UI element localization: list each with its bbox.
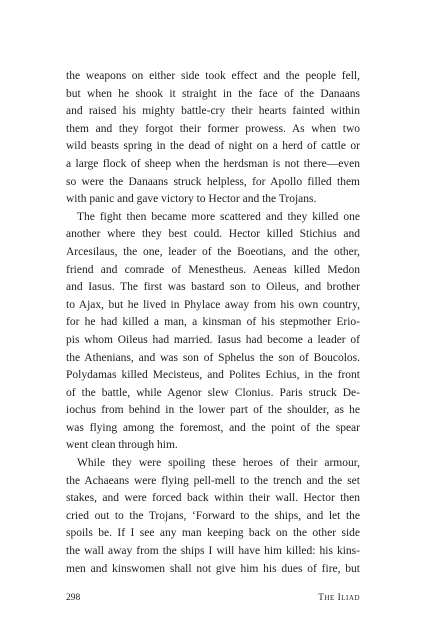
text-line: While they were spoiling these heroes of their armour, [77, 457, 360, 470]
paragraph [66, 68, 360, 209]
text-line: and raised his mighty battle-cry their hearts fainted within [66, 105, 360, 118]
text-line: wild beasts spring in the dead of night on a herd of cattle or [66, 140, 360, 153]
text-line: stakes, and were forced back within their wall. Hector then [66, 492, 360, 505]
text-line: The fight then became more scattered and they killed one [77, 210, 360, 223]
text-line: with panic and gave victory to Hector and the Trojans. [66, 193, 317, 206]
text-line: another where they best could. Hector killed Stichius and [66, 228, 360, 241]
page-footer [66, 593, 360, 607]
text-line: went clean through him. [66, 439, 178, 452]
text-line: men and kinswomen shall not give him his dues of fire, but [66, 562, 360, 575]
text-line: to Ajax, but he lived in Phylace away from his own country, [66, 298, 360, 311]
text-line: friend and comrade of Menestheus. Aeneas killed Medon [66, 263, 360, 276]
text-line: for he had killed a man, a kinsman of his stepmother Erio- [66, 316, 360, 329]
text-line: of the battle, while Agenor slew Clonius. Paris struck De- [66, 386, 360, 399]
page-number: 298 [66, 593, 81, 603]
body-text [66, 68, 360, 578]
paragraph [66, 209, 360, 455]
text-line: Arcesilaus, the one, leader of the Boeotians, and the other, [66, 245, 360, 258]
text-line: so were the Danaans struck helpless, for Apollo filled them [66, 175, 360, 188]
text-line: was flying among the foremost, and the point of the spear [66, 421, 360, 434]
text-line: iochus from behind in the lower part of the shoulder, as he [66, 404, 360, 417]
paragraph [66, 455, 360, 578]
text-line: a large flock of sheep when the herdsman is not there—even [66, 157, 360, 170]
text-line: pis whom Oileus had married. Iasus had become a leader of [66, 333, 360, 346]
text-line: Polydamas killed Mecisteus, and Polites Echius, in the front [66, 369, 360, 382]
text-line: them and they forgot their former prowess. As when two [66, 122, 360, 135]
running-head: The Iliad [318, 593, 360, 603]
text-line: cried out to the Trojans, ‘Forward to the ships, and let the [66, 509, 360, 522]
text-line: the weapons on either side took effect and the people fell, [66, 70, 360, 82]
text-line: spoils be. If I see any man keeping back on the other side [66, 527, 360, 540]
text-line: the Athenians, and was son of Sphelus the son of Boucolos. [66, 351, 360, 364]
text-line: the Achaeans were flying pell-mell to the trench and the set [66, 474, 360, 487]
text-line: the wall away from the ships I will have him killed: his kins- [66, 545, 360, 558]
text-line: but when he shook it straight in the face of the Danaans [66, 87, 360, 100]
text-line: and Iasus. The first was bastard son to Oileus, and brother [66, 281, 360, 294]
